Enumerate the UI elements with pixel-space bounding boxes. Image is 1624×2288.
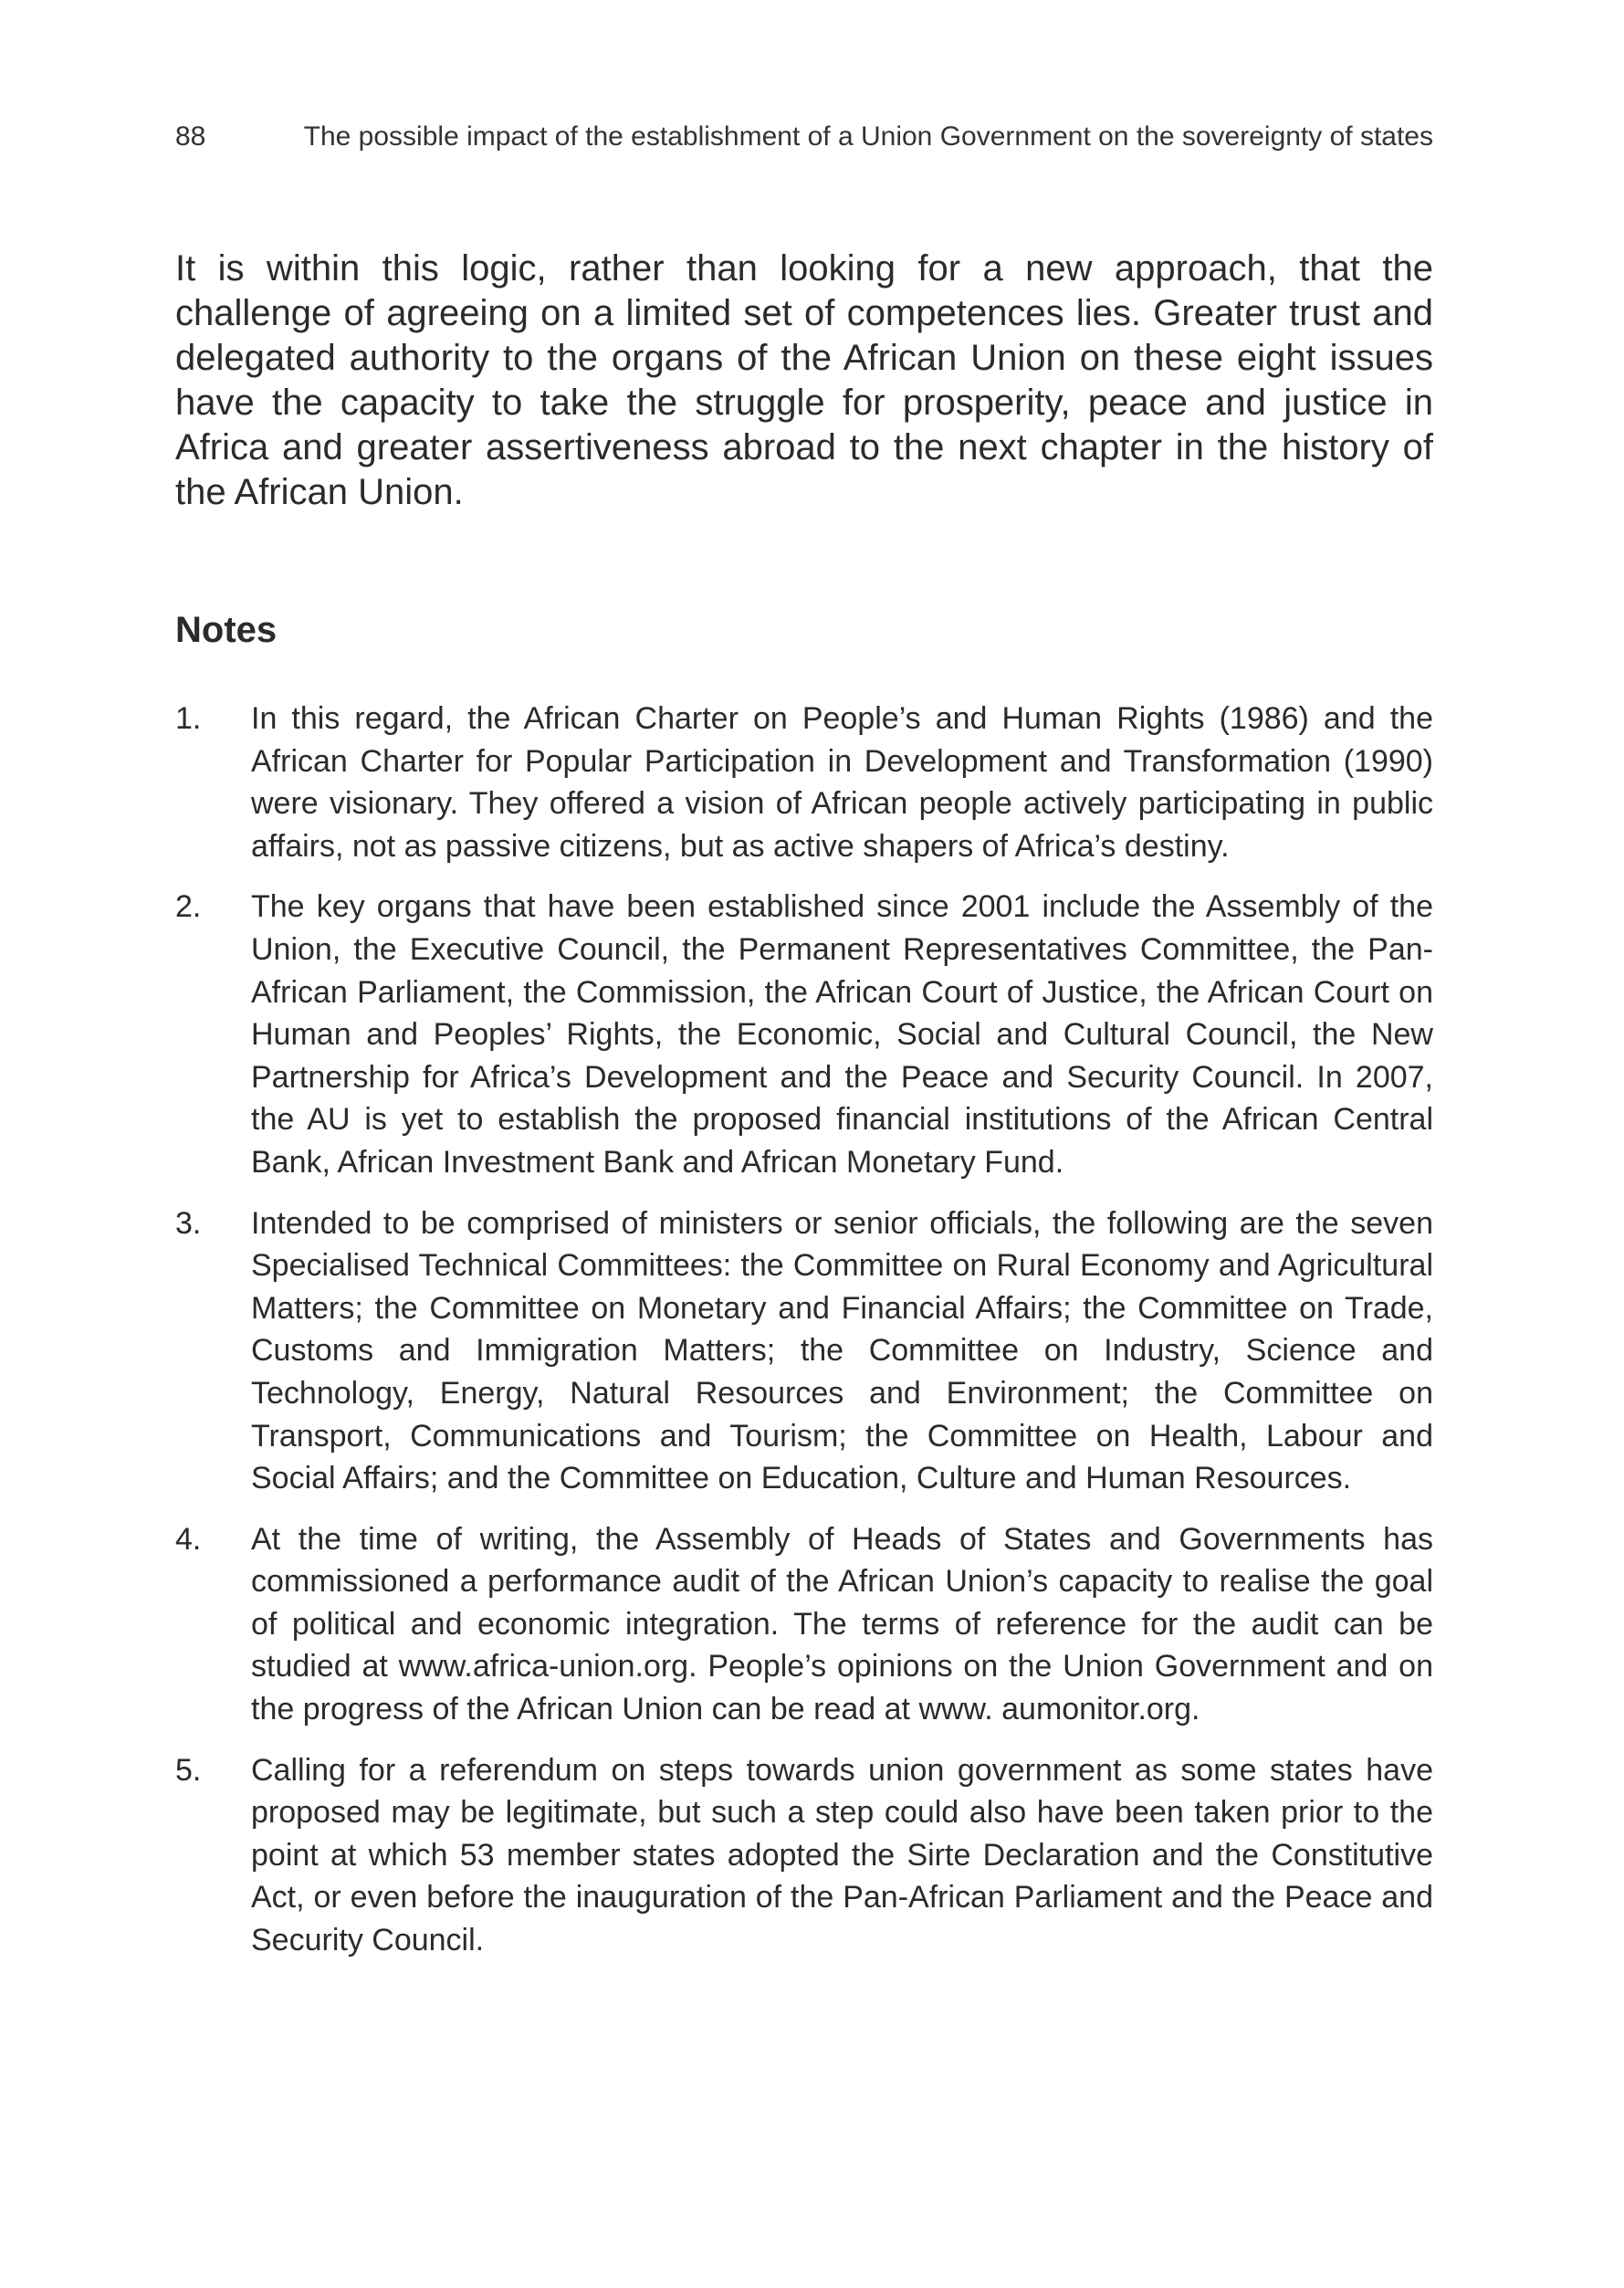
- note-number: 2.: [175, 889, 202, 925]
- note-text: In this regard, the African Charter on People’s and Human Rights (1986) and the African Charter for Popular Participation in Development and Transformation (1990) were visionary. They offered a vision of African people actively participating in public affairs, not as passive citizens, but as active shapers of Africa’s destiny.: [251, 701, 1433, 864]
- note-number: 4.: [175, 1521, 202, 1557]
- running-head: [175, 119, 1433, 155]
- note-number: 3.: [175, 1205, 202, 1241]
- note-number: 5.: [175, 1752, 202, 1788]
- note-text: Calling for a referendum on steps towards union government as some states have proposed may be legitimate, but such a step could also have been taken prior to the point at which 53 member states adopted the Sirte Declaration and the Constitutive Act, or even before the inauguration of the Pan-African Parliament and the Peace and Security Council.: [251, 1752, 1433, 1958]
- note-text: The key organs that have been established since 2001 include the Assembly of the Union, the Executive Council, the Permanent Representatives Committee, the Pan-African Parliament, the Commission, the African Court of Justice, the African Court on Human and Peoples’ Rights, the Economic, Social and Cultural Council, the New Partnership for Africa’s Development and the Peace and Security Council. In 2007, the AU is yet to establish the proposed financial institutions of the African Central Bank, African Investment Bank and African Monetary Fund.: [251, 889, 1433, 1180]
- note-2: [175, 886, 1433, 1183]
- page-number: 88: [175, 121, 206, 152]
- note-5: [175, 1749, 1433, 1962]
- notes-heading: Notes: [175, 610, 278, 650]
- running-title: The possible impact of the establishment of a Union Government on the sovereignty of states: [303, 121, 1433, 152]
- note-number: 1.: [175, 701, 202, 736]
- note-4: [175, 1518, 1433, 1731]
- note-text: Intended to be comprised of ministers or senior officials, the following are the seven Specialised Technical Committees: the Committee on Rural Economy and Agricultural Matters; the Committee on Monetary and Financial Affairs; the Committee on Trade, Customs and Immigration Matters; the Committee on Industry, Science and Technology, Energy, Natural Resources and Environment; the Committee on Transport, Communications and Tourism; the Committee on Health, Labour and Social Affairs; and the Committee on Education, Culture and Human Resources.: [251, 1205, 1433, 1496]
- document-page: [175, 0, 1433, 2288]
- note-text: At the time of writing, the Assembly of Heads of States and Governments has commissioned a performance audit of the African Union’s capacity to realise the goal of political and economic integration. The terms of reference for the audit can be studied at www.africa-union.org. People’s opinions on the Union Government and on the progress of the African Union can be read at www. aumonitor.org.: [251, 1521, 1433, 1727]
- note-3: [175, 1202, 1433, 1500]
- closing-paragraph: It is within this logic, rather than looking for a new approach, that the challenge of agreeing on a limited set of competences lies. Greater trust and delegated authority to the organs of the African Union on these eight issues have the capacity to take the struggle for prosperity, peace and justice in Africa and greater assertiveness abroad to the next chapter in the history of the African Union.: [175, 248, 1433, 512]
- notes-list: [175, 698, 1433, 1980]
- note-1: [175, 698, 1433, 867]
